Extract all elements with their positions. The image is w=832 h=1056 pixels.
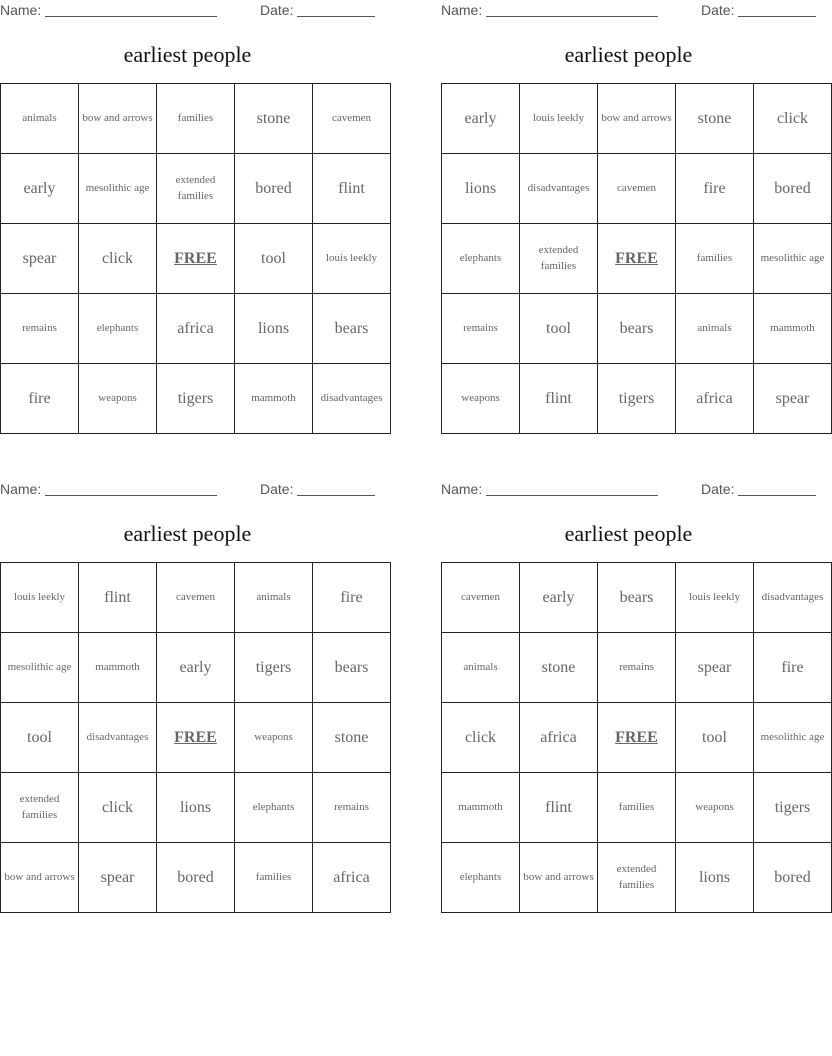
bingo-cell: bored: [754, 843, 832, 913]
bingo-row: [1, 224, 391, 294]
bingo-cell: cavemen: [313, 84, 391, 154]
bingo-cell: lions: [442, 154, 520, 224]
bingo-cell: early: [442, 84, 520, 154]
bingo-row: [442, 633, 832, 703]
bingo-cell: animals: [442, 633, 520, 703]
bingo-cell: stone: [520, 633, 598, 703]
date-label: Date:: [701, 2, 735, 18]
name-label: Name:: [0, 481, 42, 497]
bingo-cell: tigers: [754, 773, 832, 843]
bingo-cell: early: [520, 563, 598, 633]
bingo-cell: elephants: [235, 773, 313, 843]
bingo-row: [1, 773, 391, 843]
bingo-cell: spear: [676, 633, 754, 703]
bingo-cell: flint: [520, 364, 598, 434]
bingo-cell: tool: [1, 703, 79, 773]
bingo-cell: louis leekly: [676, 563, 754, 633]
bingo-cell: bears: [313, 633, 391, 703]
bingo-cell: bow and arrows: [598, 84, 676, 154]
bingo-cell: flint: [79, 563, 157, 633]
bingo-row: [442, 84, 832, 154]
bingo-cell: lions: [676, 843, 754, 913]
bingo-cell: extended families: [520, 224, 598, 294]
bingo-cell: spear: [754, 364, 832, 434]
bingo-cell: mesolithic age: [754, 224, 832, 294]
bingo-cell: stone: [313, 703, 391, 773]
bingo-cell: tigers: [157, 364, 235, 434]
bingo-grid: [0, 562, 391, 913]
bingo-cell: cavemen: [598, 154, 676, 224]
bingo-cell: families: [676, 224, 754, 294]
bingo-cell: click: [79, 773, 157, 843]
bingo-cell: mesolithic age: [1, 633, 79, 703]
bingo-cell: animals: [235, 563, 313, 633]
bingo-cell: stone: [676, 84, 754, 154]
bingo-cell: flint: [313, 154, 391, 224]
bingo-cell: bow and arrows: [1, 843, 79, 913]
card-header: [0, 0, 375, 20]
name-label: Name:: [441, 481, 483, 497]
date-label: Date:: [260, 2, 294, 18]
bingo-cell: bow and arrows: [79, 84, 157, 154]
bingo-cell: extended families: [1, 773, 79, 843]
bingo-row: [1, 633, 391, 703]
bingo-cell: cavemen: [442, 563, 520, 633]
bingo-cell: bears: [313, 294, 391, 364]
date-field[interactable]: [297, 495, 375, 496]
bingo-row: [1, 294, 391, 364]
name-field[interactable]: [486, 495, 658, 496]
name-field[interactable]: [45, 16, 217, 17]
bingo-cell: families: [235, 843, 313, 913]
bingo-cell: extended families: [598, 843, 676, 913]
bingo-cell: louis leekly: [313, 224, 391, 294]
bingo-cell: africa: [520, 703, 598, 773]
bingo-card-4: [441, 479, 825, 913]
bingo-cell: lions: [157, 773, 235, 843]
bingo-grid: [441, 562, 832, 913]
card-header: [441, 0, 816, 20]
bingo-cell: remains: [313, 773, 391, 843]
bingo-cell: weapons: [235, 703, 313, 773]
date-label: Date:: [701, 481, 735, 497]
bingo-cell: disadvantages: [520, 154, 598, 224]
bingo-cell: mesolithic age: [79, 154, 157, 224]
bingo-cell: tool: [235, 224, 313, 294]
card-header: [441, 479, 816, 499]
bingo-cell: click: [79, 224, 157, 294]
bingo-cell: spear: [79, 843, 157, 913]
bingo-cell: weapons: [442, 364, 520, 434]
bingo-grid: [0, 83, 391, 434]
bingo-grid: [441, 83, 832, 434]
free-space: FREE: [157, 703, 235, 773]
bingo-row: [442, 294, 832, 364]
bingo-cell: mammoth: [235, 364, 313, 434]
bingo-cell: mammoth: [442, 773, 520, 843]
bingo-cell: families: [157, 84, 235, 154]
bingo-cell: fire: [676, 154, 754, 224]
bingo-card-1: [0, 0, 383, 434]
bingo-cell: remains: [442, 294, 520, 364]
bingo-cell: disadvantages: [79, 703, 157, 773]
free-space: FREE: [157, 224, 235, 294]
bingo-cell: cavemen: [157, 563, 235, 633]
name-label: Name:: [0, 2, 42, 18]
name-field[interactable]: [486, 16, 658, 17]
bingo-cell: click: [754, 84, 832, 154]
bingo-cell: bored: [235, 154, 313, 224]
bingo-cell: africa: [313, 843, 391, 913]
bingo-cell: flint: [520, 773, 598, 843]
bingo-card-2: [441, 0, 825, 434]
bingo-cell: families: [598, 773, 676, 843]
bingo-cell: africa: [676, 364, 754, 434]
bingo-cell: tool: [676, 703, 754, 773]
bingo-cell: animals: [676, 294, 754, 364]
bingo-cell: elephants: [442, 843, 520, 913]
bingo-cell: louis leekly: [520, 84, 598, 154]
bingo-row: [1, 154, 391, 224]
bingo-cell: tigers: [235, 633, 313, 703]
bingo-cell: animals: [1, 84, 79, 154]
bingo-cell: fire: [754, 633, 832, 703]
date-field[interactable]: [738, 16, 816, 17]
bingo-row: [442, 224, 832, 294]
bingo-cell: bow and arrows: [520, 843, 598, 913]
date-label: Date:: [260, 481, 294, 497]
bingo-cell: elephants: [442, 224, 520, 294]
bingo-cell: early: [1, 154, 79, 224]
bingo-cell: disadvantages: [754, 563, 832, 633]
bingo-cell: tool: [520, 294, 598, 364]
bingo-cell: spear: [1, 224, 79, 294]
bingo-cell: mammoth: [754, 294, 832, 364]
bingo-cell: africa: [157, 294, 235, 364]
name-label: Name:: [441, 2, 483, 18]
free-space: FREE: [598, 224, 676, 294]
bingo-cell: bored: [754, 154, 832, 224]
bingo-cell: fire: [1, 364, 79, 434]
bingo-cell: fire: [313, 563, 391, 633]
bingo-row: [1, 563, 391, 633]
free-space: FREE: [598, 703, 676, 773]
bingo-cell: early: [157, 633, 235, 703]
bingo-row: [1, 843, 391, 913]
card-title: earliest people: [123, 521, 252, 546]
bingo-cell: remains: [1, 294, 79, 364]
card-title: earliest people: [564, 42, 693, 67]
card-header: [0, 479, 375, 499]
bingo-row: [442, 773, 832, 843]
bingo-row: [442, 843, 832, 913]
card-title: earliest people: [123, 42, 252, 67]
bingo-cell: weapons: [676, 773, 754, 843]
bingo-cell: bears: [598, 563, 676, 633]
bingo-row: [1, 703, 391, 773]
bingo-row: [442, 703, 832, 773]
bingo-cell: bored: [157, 843, 235, 913]
bingo-row: [1, 84, 391, 154]
bingo-cell: click: [442, 703, 520, 773]
bingo-cell: elephants: [79, 294, 157, 364]
bingo-cell: remains: [598, 633, 676, 703]
bingo-row: [1, 364, 391, 434]
date-field[interactable]: [297, 16, 375, 17]
bingo-cell: mesolithic age: [754, 703, 832, 773]
date-field[interactable]: [738, 495, 816, 496]
bingo-cell: disadvantages: [313, 364, 391, 434]
bingo-row: [442, 364, 832, 434]
bingo-cell: tigers: [598, 364, 676, 434]
bingo-row: [442, 563, 832, 633]
card-title: earliest people: [564, 521, 693, 546]
bingo-cell: louis leekly: [1, 563, 79, 633]
bingo-cell: stone: [235, 84, 313, 154]
bingo-card-3: [0, 479, 375, 913]
name-field[interactable]: [45, 495, 217, 496]
bingo-cell: weapons: [79, 364, 157, 434]
bingo-cell: lions: [235, 294, 313, 364]
bingo-cell: bears: [598, 294, 676, 364]
bingo-row: [442, 154, 832, 224]
bingo-cell: mammoth: [79, 633, 157, 703]
bingo-cell: extended families: [157, 154, 235, 224]
